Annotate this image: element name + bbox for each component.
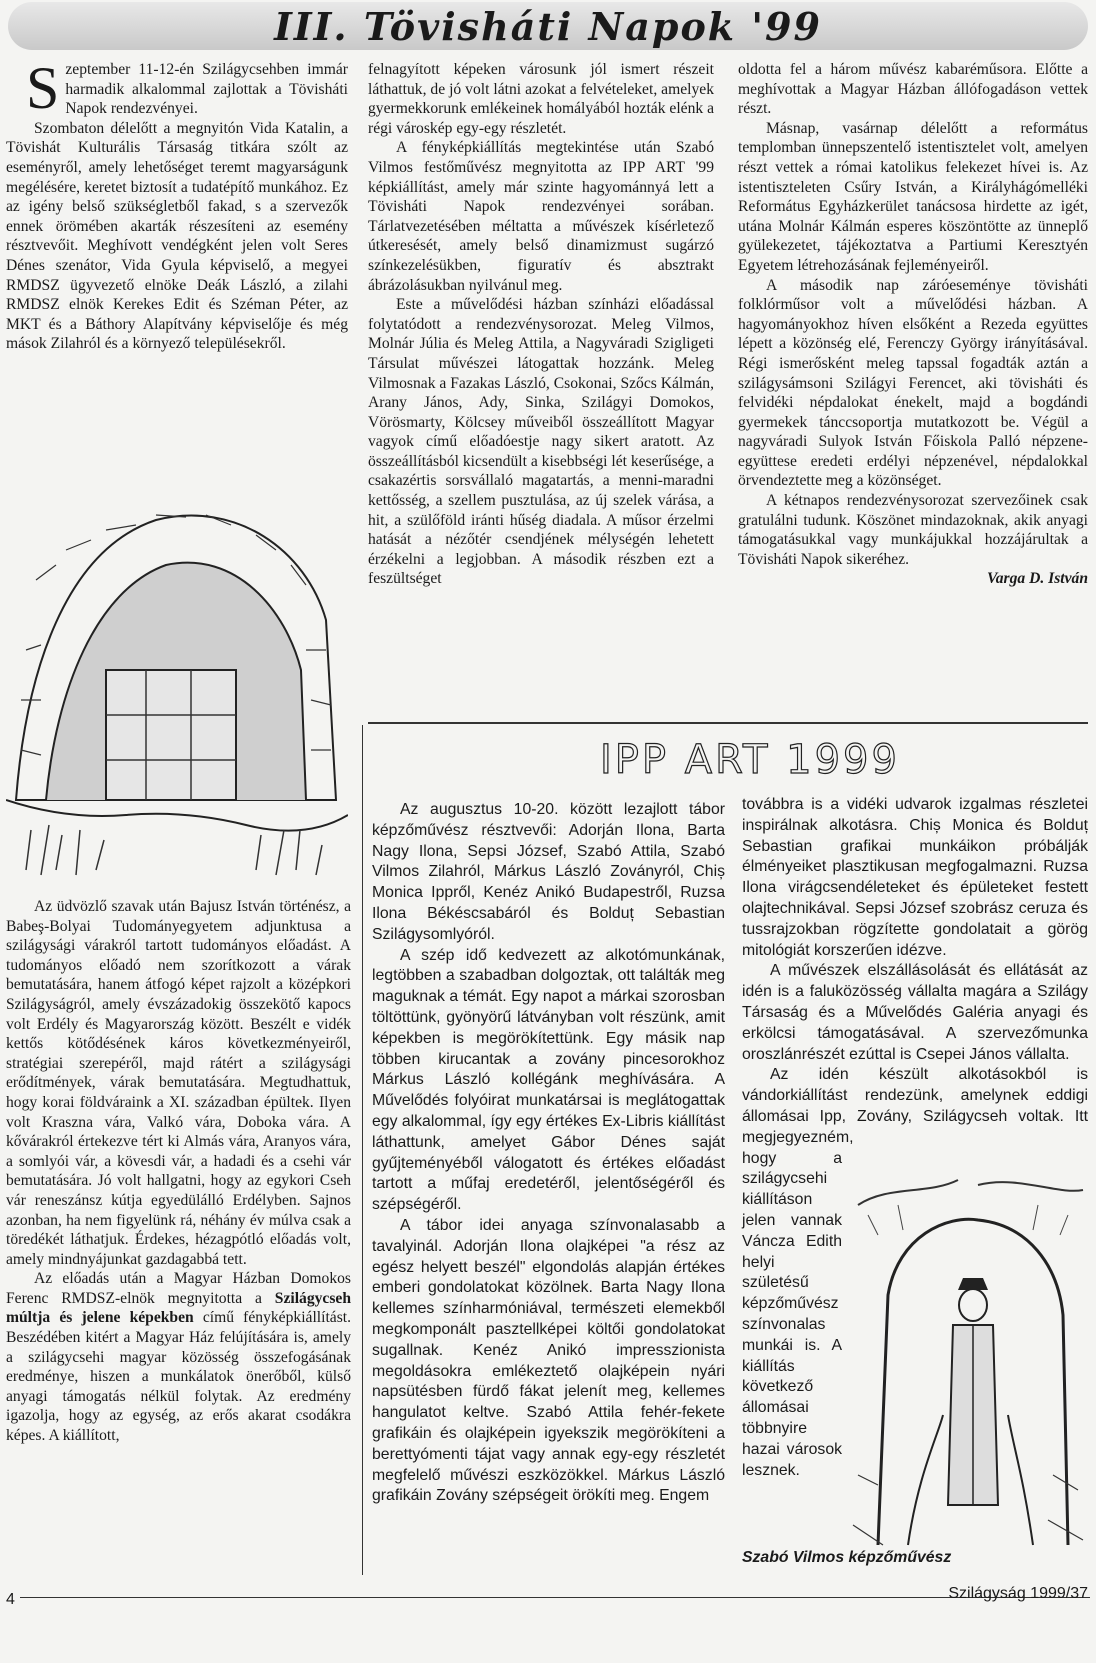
section-divider <box>368 722 1088 724</box>
column-3 <box>738 60 1088 589</box>
paragraph: felnagyított képeken városunk jól ismert részeit láthattuk, de jó volt látni azokat a felvételeket, amelyek gyermekkorunk emlékeinek homályából hozták elénk a régi városkép egy-egy részletét. <box>368 61 714 137</box>
paragraph: Az augusztus 10-20. között lezajlott tábor képzőművész résztvevői: Adorján Ilona, Barta Nagy Ilona, Sepsi József, Szabó Attila, Szabó Vilmos Zilahról, Márkus László Zoványról, Chiș Monica Ippről, Kenéz Anikó Budapestről, Ruzsa Ilona Békéscsabáról és Bolduț Sebastian Szilágysomlyóról. <box>372 801 725 943</box>
author-signature: Varga D. István <box>987 570 1088 588</box>
ipp-column-1 <box>372 800 725 1507</box>
column-1-continued <box>6 897 351 1446</box>
page-number: 4 <box>6 1591 15 1608</box>
paragraph: Szeptember 11-12-én Szilágycsehben immár harmadik alkalommal zajlottak a Tövisháti Napok rendezvényei. <box>26 55 348 121</box>
artwork-caption <box>742 1549 951 1567</box>
issue-label: Szilágyság 1999/37 <box>948 1585 1088 1602</box>
figure-under-arch-drawing <box>848 1175 1088 1555</box>
paragraph: A művészek elszállásolását és ellátását az idén is a faluközösség vállalta magára a Szilágy Társaság és a Művelődés Galéria anyagi és erkölcsi támogatásával. A szervezőmunka oroszlánrészét ezúttal is Csepei János vállalta. <box>742 962 1088 1063</box>
paragraph: oldotta fel a három művész kabaréműsora. Előtte a meghívottak a Magyar Házban állófogadáson vettek részt. <box>738 61 1088 118</box>
paragraph: A kétnapos rendezvénysorozat szervezőinek csak gratulálni tudunk. Köszönet mindazoknak, akik anyagi támogatásukkal vagy munkájukkal hozzájárultak a Tövisháti Napok sikeréhez. <box>738 492 1088 568</box>
paragraph: A szép idő kedvezett az alkotómunkának, legtöbben a szabadban dolgoztak, ott találták meg maguknak a témát. Egy napot a márkai szorosban töltöttünk, gyönyörű látványban volt részünk, amit képekben is megörökítettünk. Egy másik nap többen kirucantak a zovány pincesorokhoz Márkus László kollégánk meghívására. A Művelődés folyóirat munkatársai is meglátogattak egy alkalommal, így egy értékes Ex-Libris kiállítást láthattunk, amelyet Gábor Dénes saját gyűjteményéből válogatott és értékes előadást tartott a műfaj eredetéről, jelentőségéről és szépségéről. <box>372 946 725 1214</box>
paragraph: Szombaton délelőtt a megnyitón Vida Katalin, a Tövishát Kulturális Társaság titkára szólt az eseményről, amely lehetőséget teremt magyarságunk megélésére, keretet biztosít a tudatépítő munkához. Ez az igény belső szükségletből fakad, s a szervezők ennek örömében akarták részesíteni az esemény résztvevőit. Meghívott vendégként jelen volt Seres Dénes szenátor, Vida Gyula képviselő, a megyei RMDSZ ügyvezető elnöke Deák László, a zilahi RMDSZ elnök Kerekes Edit és Széman Péter, az MKT és a Báthory Alapítvány képviselője és még mások Zilahról és a környező településekről. <box>6 119 348 353</box>
caption-signature: Szabó Vilmos képzőművész <box>742 1549 952 1566</box>
paragraph: Este a művelődési házban színházi előadással folytatódott a rendezvénysorozat. Meleg Vilmos, Molnár Júlia és Meleg Attila, a Nagyváradi Szigligeti Társulat művészei látogattak hozzánk. Meleg Vilmosnak a Fazakas László, Csokonai, Szőcs Kálmán, Arany János, Ady, Sinka, Szilágyi Domokos, Vörösmarty, Kölcsey műveiből összeállított Magyar vagyok című előadóestje nagy sikert aratott. Az összeállításból kicsendült a kisebbségi lét keserűsége, a csakazértis sorsvállaló magatartás, a menni-maradni kettősség, a szellem pusztulása, az új szelek várása, a hit, a szülőföld iránti hűség diadala. A műsor érzelmi hatását a nézőtér csendjének mélységén lehetett érzékelni a legjobban. A második részben ezt a feszültséget <box>368 296 714 588</box>
article-title-ipp-art: IPP ART 1999 <box>600 737 900 783</box>
column-divider <box>362 725 363 1575</box>
column-1 <box>6 55 348 354</box>
paragraph: Az idén készült alkotásokból is vándorkiállítást rendezünk, amelynek eddigi állomásai Ipp, Zovány, Szilágycseh voltak. Itt megjegyezném, <box>742 1066 1088 1146</box>
paragraph: A második nap záróeseménye tövisháti folklórműsor volt a művelődési házban. A hagyományokhoz híven elsőként a Rezeda együttes lépett a közönség elé, Ferenczy György irányításával. Régi ismerősként meleg tapssal fogadták aztán a szilágysámsoni Szilágyi Ferencet, aki tövisháti és felvidéki népdalokat énekelt, majd a bogdándi gyermekek tánccsoportja mutatkozott be. Végül a nagyváradi Sulyok István Főiskola Palló népzene-együttese eredeti erdélyi népzenével, népdalokkal örvendeztette meg a közönséget. <box>738 276 1088 490</box>
paragraph: A tábor idei anyaga színvonalasabb a tavalyinál. Adorján Ilona olajképei "a rész az egész helyett beszél" elgondolás alapján értékes emberi gondolatokat közölnek. Barta Nagy Ilona kellemes színharmóniával, természeti elemekből megkomponált pasztellképei költői gondolatokat sugallnak. Kenéz Anikó impresszionista megoldásokra emlékeztető olajképein nyári napsütésben fürdő fákat jelenít meg, kellemes hangulatot keltve. Szabó Attila fehér-fekete grafikáin és olajképein igyekszik megörökíteni a berettyómenti tájat vagy annak egy-egy részletét megfelelő művészi eszközökkel. Márkus László grafikáin Zovány szépségeit örökíti meg. Engem <box>372 1216 725 1505</box>
page-banner-title: III. Tövisháti Napok '99 <box>8 2 1088 50</box>
footer-rule <box>20 1597 1090 1598</box>
cellar-entrance-drawing <box>6 470 348 890</box>
paragraph-wrapped: hogy a szilágycsehi kiállításon jelen vannak Váncza Edith helyi születésű képzőművész színvonalas munkái is. A kiállítás következő állomásai többnyire hazai városok lesznek. <box>742 1149 842 1479</box>
column-2 <box>368 60 714 589</box>
paragraph: Másnap, vasárnap délelőtt a református templomban ünnepszentelő istentisztelet volt, amelyen részt vettek a római katolikus felekezet hívei is. Az istentiszteleten Csűry István, a Királyhágómelléki Református Egyházkerület tanácsosa hirdette az igét, utána Molnár Kálmán esperes köszöntötte az ünneplő gyülekezetet, tájékoztatva a Partiumi Keresztyén Egyetem létrehozásának fejleményeiről. <box>738 119 1088 274</box>
exhibition-title: Szilágycseh múltja és jelene képekben <box>6 1289 351 1327</box>
paragraph: Az üdvözlő szavak után Bajusz István történész, a Babeş-Bolyai Tudományegyetem adjunktusa a szilágysági várakról tartott tudományos előadást. A tudományos előadó nem szorítkozott a várak bemutatására, hanem átfogó képet rajzolt a középkori Szilágyságról, amely évszázadokig összekötő kapocs volt Erdély és Magyarország között. Beszélt e vidék kettős kötődésének káros következményeiről, stratégiai szerepéről, majd rátért a szilágysági erődítmények, várak bemutatására. Megtudhattuk, hogy korai földváraink a XI. században épültek. Ilyen volt Kraszna vára, Valkó vára, Doboka vára. A kővárakról értekezve tért ki Almás vára, Aranyos vára, a somlyói vár, a kövesdi vár, a hadadi és a csehi vár bemutatására. Jó volt hallgatni, hogy az egykori Cseh vár reneszánsz kútja egyedülálló Erdélyben. Sajnos azonban, ha nem figyelünk rá, néhány év múlva csak a töredékét láthatjuk. Érdekes, hézagpótló előadás volt, amely mindnyájunkat gazdagabbá tett. <box>6 898 351 1268</box>
paragraph: A fényképkiállítás megtekintése után Szabó Vilmos festőművész megnyitotta az IPP ART '99 képkiállítást, amely már szinte hagyománnyá lett a Tövisháti Napok rendezvényei sorában. Tárlatvezetésében méltatta a művészek kísérletező útkeresését, amely belső dinamizmust sugárzó színkezelésükben, figuratív és absztrakt ábrázolásukban nyilvánul meg. <box>368 139 714 294</box>
drop-cap: S <box>26 55 60 121</box>
paragraph: Az előadás után a Magyar Házban Domokos Ferenc RMDSZ-elnök megnyitotta a Szilágycseh múltja és jelene képekben című fényképkiállítást. Beszédében kitért a Magyar Ház felújítására is, amely a szilágycsehi magyar közösség összefogásának eredménye, hiszen a munkálatok önerőből, külső anyagi támogatás nélkül folytak. Az eredmény igazolja, hogy az egység, az erős akarat csodákra képes. A kiállított, <box>6 1270 351 1445</box>
paragraph: továbbra is a vidéki udvarok izgalmas részletei inspirálnak alkotásra. Chiș Monica és Bolduț Sebastian grafikai munkáikon próbálják élményeiket plasztikusan megfogalmazni. Ruzsa Ilona virágcsendéleteket és épületeket festett olajtechnikával. Sepsi József szobrász ceruza és tussrajzokban rögzítette gondolatait a görög mitológiát korszerűen idézve. <box>742 796 1088 959</box>
